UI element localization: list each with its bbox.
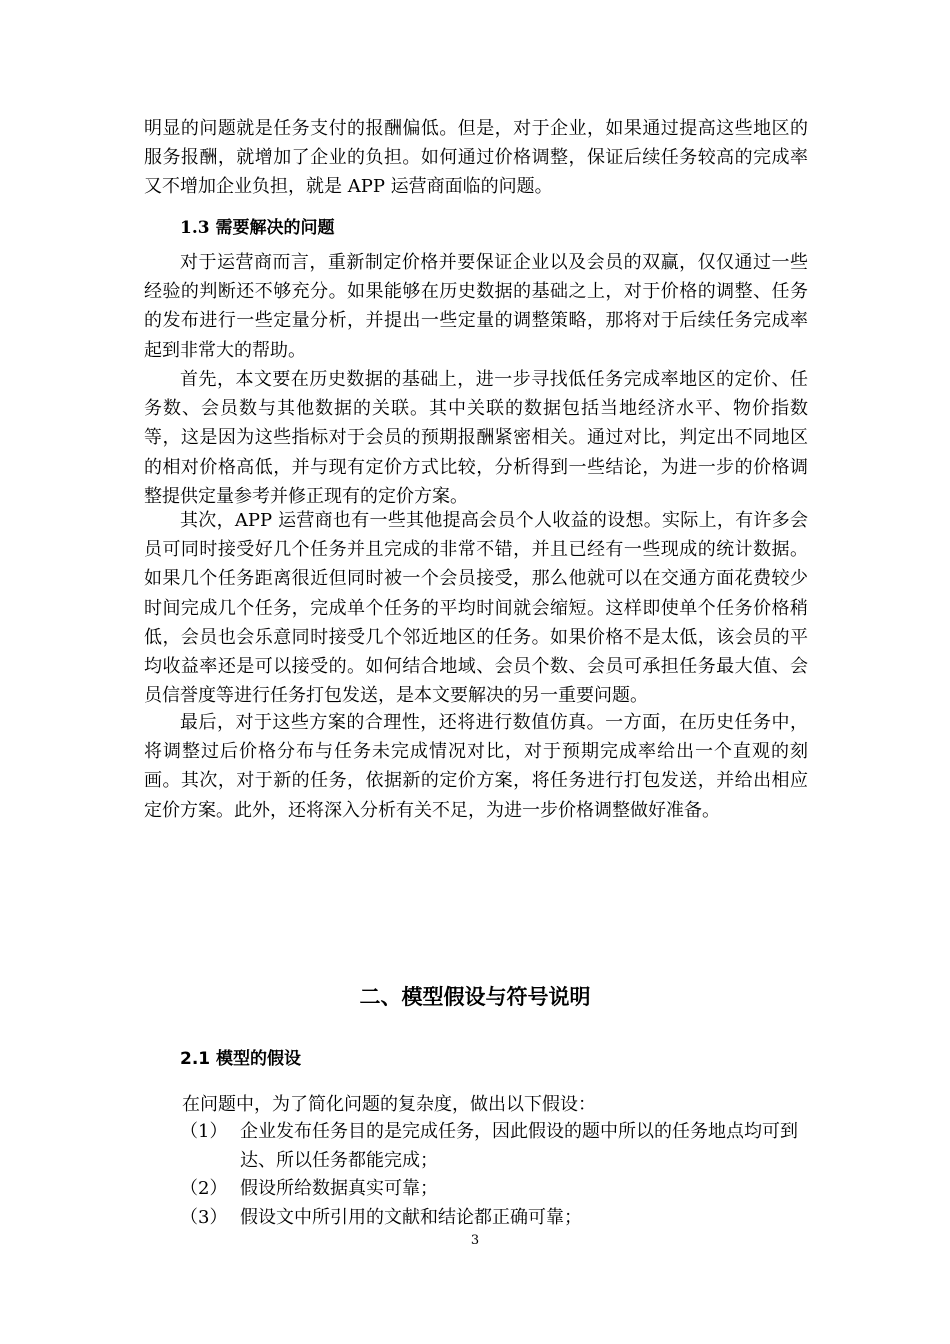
list-item-number: （3） (180, 1207, 228, 1228)
list-item-number: （1） (180, 1121, 228, 1142)
section-heading-2-1: 2.1 模型的假设 (180, 1049, 302, 1069)
assumption-intro: 在问题中，为了简化问题的复杂度，做出以下假设： (182, 1094, 596, 1115)
list-item-number: （2） (180, 1178, 228, 1199)
paragraph: 首先，本文要在历史数据的基础上，进一步寻找低任务完成率地区的定价、任务数、会员数与其他数据的关联。其中关联的数据包括当地经济水平、物价指数等，这是因为这些指标对于会员的预期报酬紧密相关。通过对比，判定出不同地区的相对价格高低，并与现有定价方式比较，分析得到一些结论，为进一步的价格调整提供定量参考并修正现有的定价方案。 (144, 369, 808, 507)
chapter-heading: 二、模型假设与符号说明 (359, 985, 591, 1009)
list-item-text: 假设文中所引用的文献和结论都正确可靠； (240, 1207, 582, 1228)
list-item-text: 企业发布任务目的是完成任务，因此假设的题中所以的任务地点均可到达、所以任务都能完成； (240, 1121, 798, 1172)
paragraph: 最后，对于这些方案的合理性，还将进行数值仿真。一方面，在历史任务中，将调整过后价格分布与任务未完成情况对比，对于预期完成率给出一个直观的刻画。其次，对于新的任务，依据新的定价方案，将任务进行打包发送，并给出相应定价方案。此外，还将深入分析有关不足，为进一步价格调整做好准备。 (144, 712, 808, 821)
paragraph: 对于运营商而言，重新制定价格并要保证企业以及会员的双赢，仅仅通过一些经验的判断还不够充分。如果能够在历史数据的基础之上，对于价格的调整、任务的发布进行一些定量分析，并提出一些定量的调整策略，那将对于后续任务完成率起到非常大的帮助。 (144, 252, 808, 361)
list-item-text: 假设所给数据真实可靠； (240, 1178, 438, 1199)
list-item (180, 1117, 810, 1175)
list-item (180, 1174, 810, 1203)
list-item (180, 1203, 810, 1232)
page-number: 3 (470, 1233, 480, 1248)
section-heading-1-3: 1.3 需要解决的问题 (180, 218, 335, 238)
paragraph: 明显的问题就是任务支付的报酬偏低。但是，对于企业，如果通过提高这些地区的服务报酬，就增加了企业的负担。如何通过价格调整，保证后续任务较高的完成率又不增加企业负担，就是 APP 运营商面临的问题。 (144, 118, 808, 198)
paragraph: 其次，APP 运营商也有一些其他提高会员个人收益的设想。实际上，有许多会员可同时接受好几个任务并且完成的非常不错，并且已经有一些现成的统计数据。如果几个任务距离很近但同时被一个会员接受，那么他就可以在交通方面花费较少时间完成几个任务，完成单个任务的平均时间就会缩短。这样即使单个任务价格稍低，会员也会乐意同时接受几个邻近地区的任务。如果价格不是太低，该会员的平均收益率还是可以接受的。如何结合地域、会员个数、会员可承担任务最大值、会员信誉度等进行任务打包发送，是本文要解决的另一重要问题。 (144, 510, 808, 707)
